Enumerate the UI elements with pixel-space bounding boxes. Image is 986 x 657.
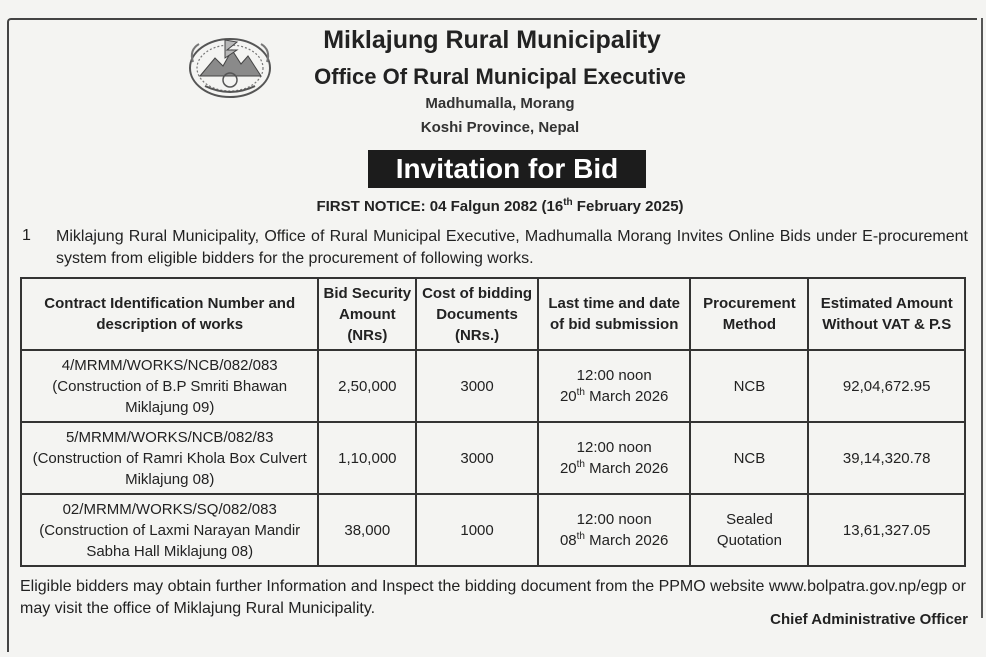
bid-table [20,277,966,567]
security-cell: 1,10,000 [318,422,416,494]
deadline-cell: 12:00 noon 20th March 2026 [538,350,691,422]
estimate-cell: 92,04,672.95 [808,350,965,422]
table-row [21,350,965,422]
address-line-2: Koshi Province, Nepal [420,119,580,136]
cost-cell: 3000 [416,422,538,494]
method-cell: Sealed Quotation [690,494,808,566]
method-cell: NCB [690,350,808,422]
table-header-row [21,278,965,350]
cost-cell: 3000 [416,350,538,422]
page-title: Invitation for Bid [368,150,646,188]
security-cell: 2,50,000 [318,350,416,422]
method-cell: NCB [690,422,808,494]
paragraph-number: 1 [22,227,31,244]
cost-cell: 1000 [416,494,538,566]
address-line-1: Madhumalla, Morang [425,95,575,112]
table-row [21,422,965,494]
footer-paragraph: Eligible bidders may obtain further Information and Inspect the bidding document from the PPMO website www.bolpatra.gov.np/egp or may visit the office of Miklajung Rural Municipality. [20,578,966,617]
header-cost: Cost of bidding Documents (NRs.) [416,278,538,350]
notice-border-right [981,18,983,618]
office-name: Office Of Rural Municipal Executive [314,64,686,89]
estimate-cell: 39,14,320.78 [808,422,965,494]
contract-cell: 02/MRMM/WORKS/SQ/082/083 (Construction of Laxmi Narayan Mandir Sabha Hall Miklajung 08) [21,494,318,566]
contract-cell: 4/MRMM/WORKS/NCB/082/083 (Construction of B.P Smriti Bhawan Miklajung 09) [21,350,318,422]
notice-date: FIRST NOTICE: 04 Falgun 2082 (16th February 2025) [316,197,684,215]
government-emblem-icon [185,28,275,100]
header-method: Procurement Method [690,278,808,350]
deadline-cell: 12:00 noon 20th March 2026 [538,422,691,494]
header-contract: Contract Identification Number and description of works [21,278,318,350]
header-estimate: Estimated Amount Without VAT & P.S [808,278,965,350]
table-row [21,494,965,566]
security-cell: 38,000 [318,494,416,566]
municipality-name: Miklajung Rural Municipality [323,26,661,54]
estimate-cell: 13,61,327.05 [808,494,965,566]
contract-cell: 5/MRMM/WORKS/NCB/082/83 (Construction of Ramri Khola Box Culvert Miklajung 08) [21,422,318,494]
header-deadline: Last time and date of bid submission [538,278,691,350]
header-security: Bid Security Amount (NRs) [318,278,416,350]
deadline-cell: 12:00 noon 08th March 2026 [538,494,691,566]
intro-paragraph: Miklajung Rural Municipality, Office of Rural Municipal Executive, Madhumalla Morang Invites Online Bids under E-procurement system from eligible bidders for the procurement of following works. [56,228,968,267]
signoff: Chief Administrative Officer [770,611,968,628]
